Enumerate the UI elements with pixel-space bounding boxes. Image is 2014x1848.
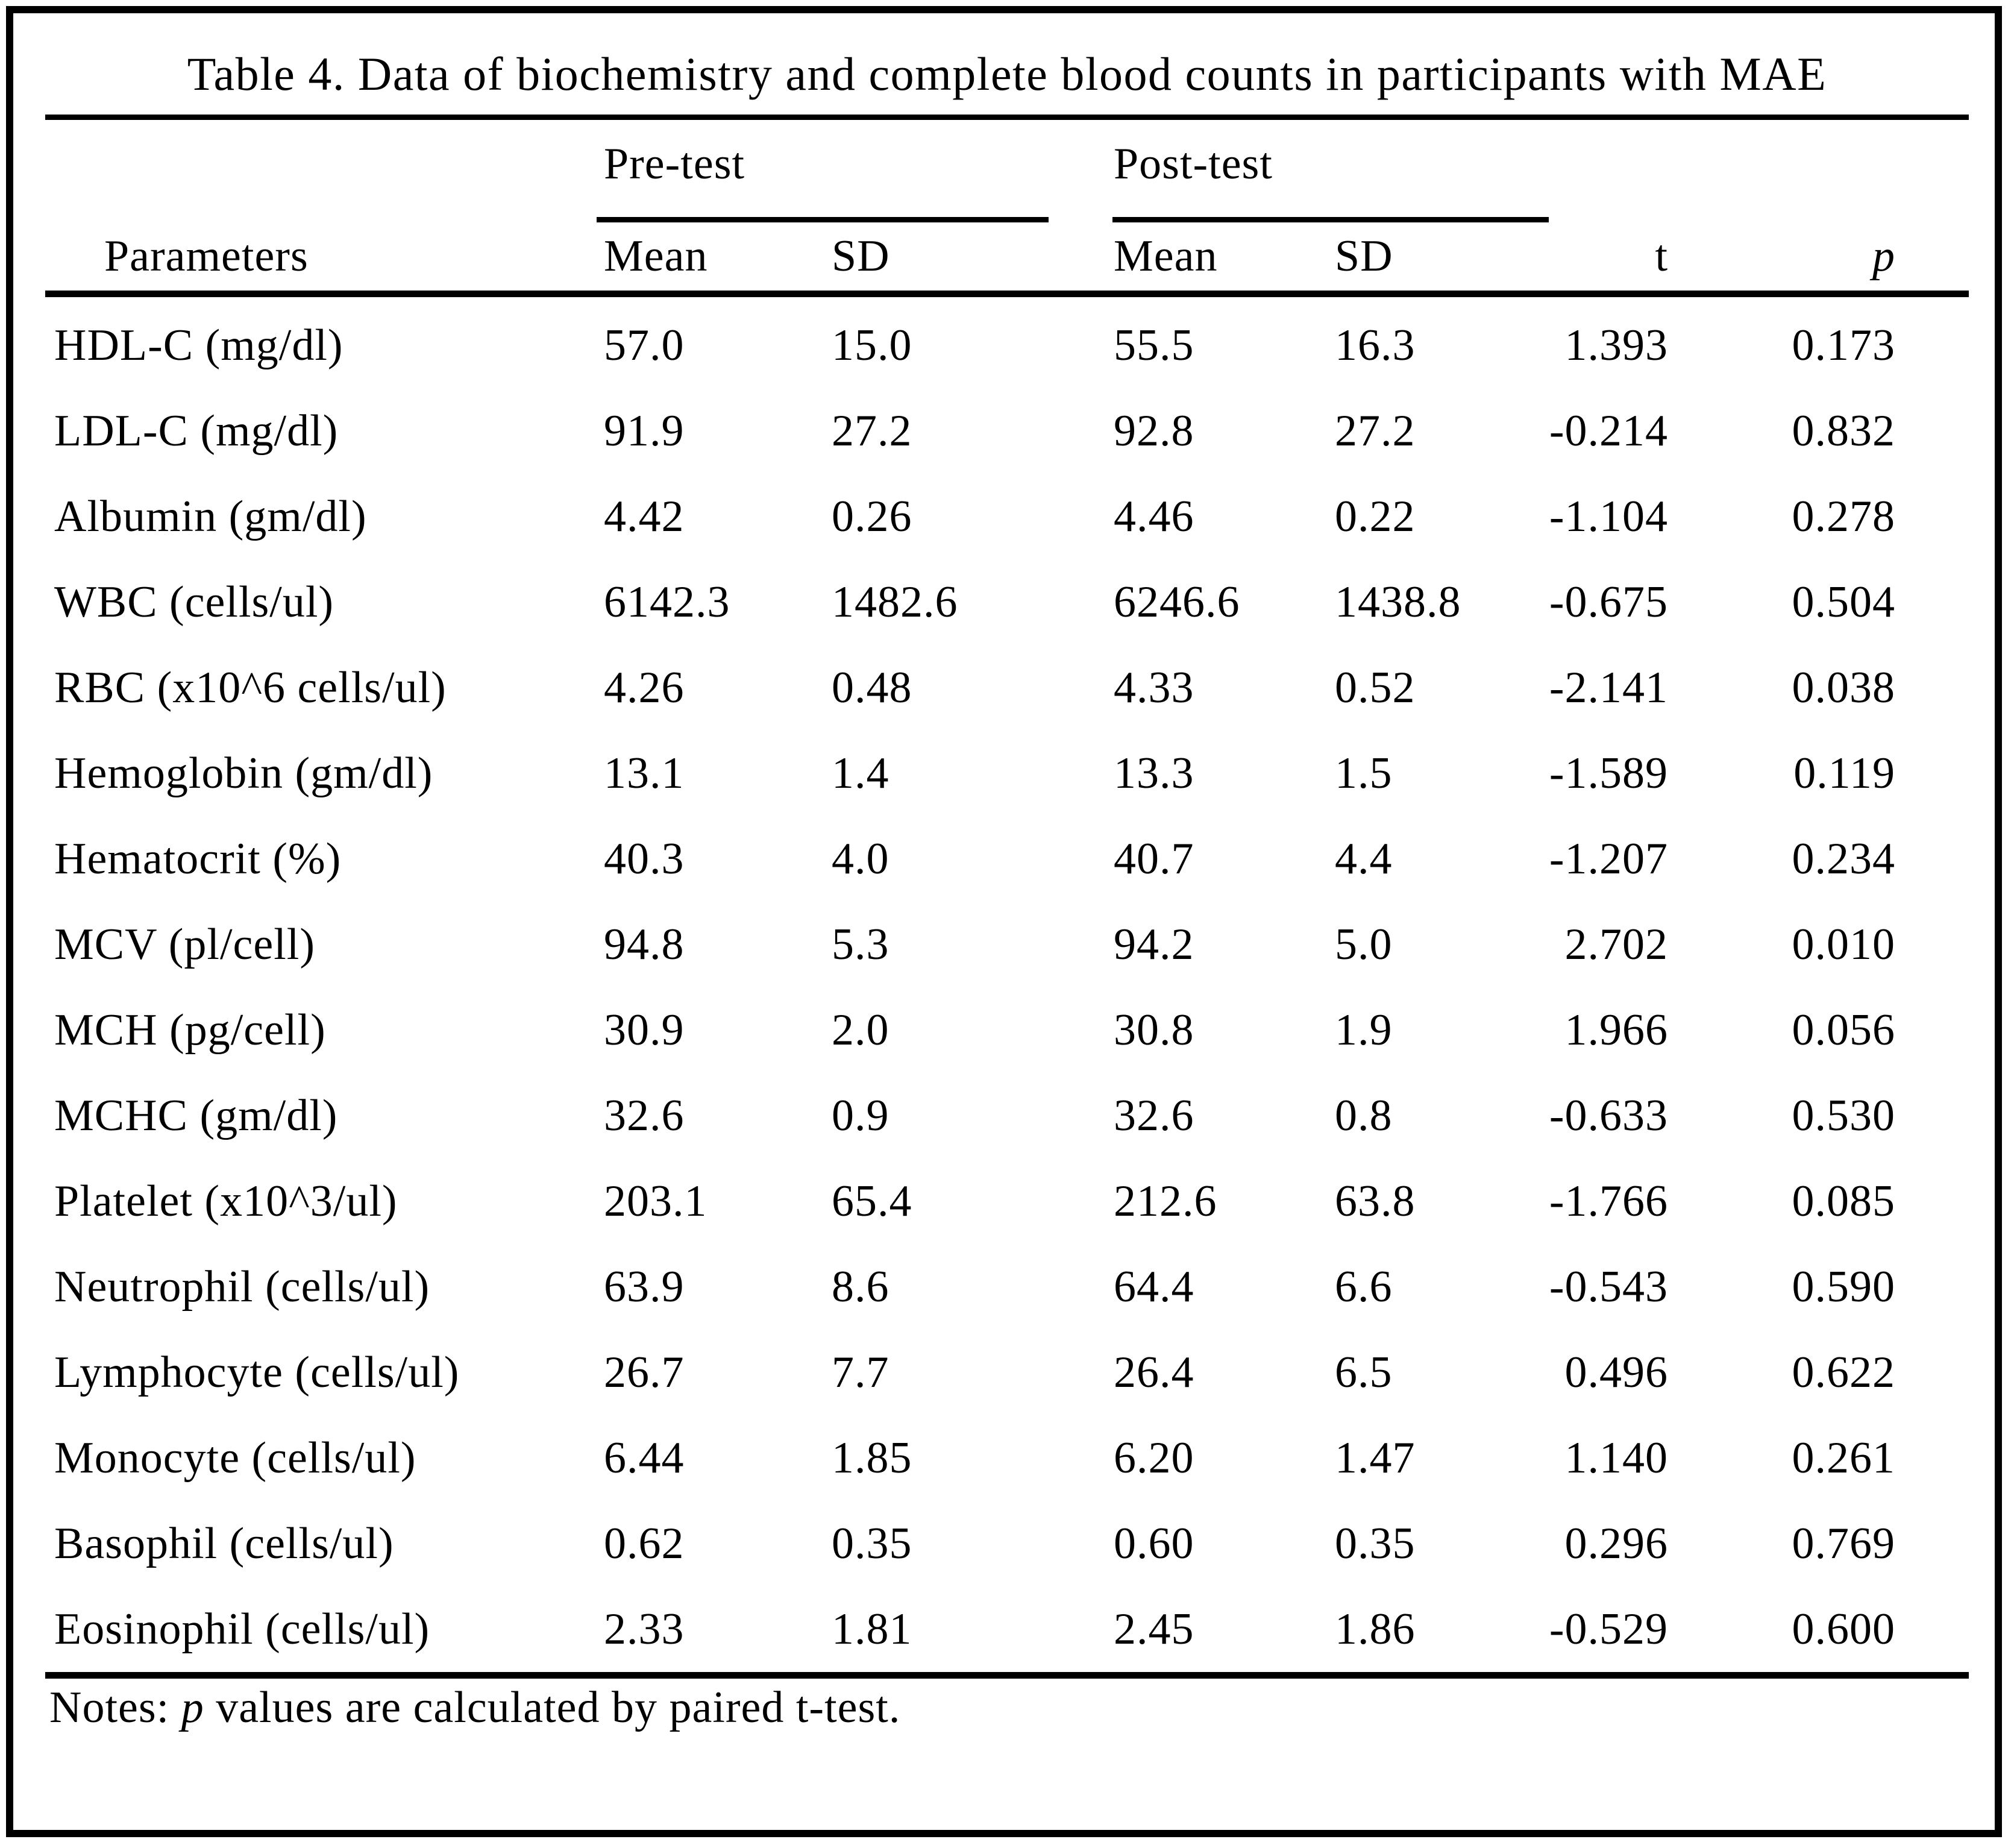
table-row [54, 1330, 1895, 1415]
t-value: -1.589 [1549, 749, 1668, 798]
pre-sd-value: 7.7 [832, 1348, 889, 1397]
pre-sd-value: 8.6 [832, 1262, 889, 1312]
post-mean-value: 32.6 [1114, 1091, 1194, 1140]
t-value: -0.675 [1549, 577, 1668, 627]
p-column-header: p [1872, 231, 1895, 281]
parameter-name: Basophil (cells/ul) [54, 1519, 394, 1568]
parameter-name: LDL-C (mg/dl) [54, 406, 339, 456]
notes-prefix: Notes: [49, 1683, 181, 1732]
table-row [54, 474, 1895, 559]
table-row [54, 1244, 1895, 1330]
pre-sd-value: 0.48 [832, 663, 912, 712]
parameter-name: Hemoglobin (gm/dl) [54, 749, 433, 798]
t-value: 0.296 [1564, 1519, 1668, 1568]
pre-sd-value: 0.9 [832, 1091, 889, 1140]
post-sd-value: 27.2 [1335, 406, 1416, 456]
p-value: 0.278 [1792, 492, 1895, 541]
t-column-header: t [1655, 231, 1668, 281]
parameter-name: MCV (pl/cell) [54, 920, 315, 969]
p-value: 0.234 [1792, 834, 1895, 884]
pre-mean-value: 26.7 [604, 1348, 685, 1397]
pre-mean-column-header: Mean [604, 231, 708, 281]
t-value: -1.766 [1549, 1177, 1668, 1226]
table-row [54, 559, 1895, 645]
pre-sd-value: 15.0 [832, 321, 912, 370]
t-value: 1.966 [1564, 1005, 1668, 1055]
table-row [54, 1073, 1895, 1158]
pre-sd-value: 0.35 [832, 1519, 912, 1568]
table-row [54, 987, 1895, 1073]
pre-mean-value: 91.9 [604, 406, 685, 456]
pre-sd-column-header: SD [832, 231, 890, 281]
table-notes [49, 1685, 900, 1730]
post-mean-value: 4.46 [1114, 492, 1194, 541]
pre-mean-value: 4.26 [604, 663, 685, 712]
post-sd-value: 1438.8 [1335, 577, 1461, 627]
column-header-row [54, 231, 1895, 281]
table-row [54, 1586, 1895, 1672]
t-value: 1.140 [1564, 1433, 1668, 1483]
p-value: 0.010 [1792, 920, 1895, 969]
post-sd-value: 0.52 [1335, 663, 1416, 712]
pre-sd-value: 27.2 [832, 406, 912, 456]
pre-sd-value: 1.85 [832, 1433, 912, 1483]
table-row [54, 303, 1895, 388]
parameter-name: Neutrophil (cells/ul) [54, 1262, 430, 1312]
p-value: 0.590 [1792, 1262, 1895, 1312]
pre-mean-value: 6.44 [604, 1433, 685, 1483]
p-value: 0.038 [1792, 663, 1895, 712]
pre-mean-value: 30.9 [604, 1005, 685, 1055]
parameter-name: RBC (x10^6 cells/ul) [54, 663, 447, 712]
pre-sd-value: 1482.6 [832, 577, 958, 627]
post-mean-value: 212.6 [1114, 1177, 1217, 1226]
parameter-name: MCH (pg/cell) [54, 1005, 326, 1055]
post-sd-value: 1.9 [1335, 1005, 1393, 1055]
post-mean-value: 64.4 [1114, 1262, 1194, 1312]
post-mean-value: 13.3 [1114, 749, 1194, 798]
post-sd-value: 0.22 [1335, 492, 1416, 541]
pre-sd-value: 4.0 [832, 834, 889, 884]
parameter-name: Eosinophil (cells/ul) [54, 1604, 430, 1654]
p-value: 0.085 [1792, 1177, 1895, 1226]
post-sd-value: 6.5 [1335, 1348, 1393, 1397]
parameter-name: Platelet (x10^3/ul) [54, 1177, 398, 1226]
parameter-name: Albumin (gm/dl) [54, 492, 367, 541]
post-sd-value: 63.8 [1335, 1177, 1416, 1226]
post-mean-column-header: Mean [1114, 231, 1218, 281]
table-row [54, 902, 1895, 987]
post-mean-value: 30.8 [1114, 1005, 1194, 1055]
parameter-name: Lymphocyte (cells/ul) [54, 1348, 460, 1397]
post-sd-value: 0.35 [1335, 1519, 1416, 1568]
pre-mean-value: 203.1 [604, 1177, 707, 1226]
notes-suffix: values are calculated by paired t-test. [204, 1683, 901, 1732]
pre-sd-value: 0.26 [832, 492, 912, 541]
post-mean-value: 92.8 [1114, 406, 1194, 456]
parameter-name: HDL-C (mg/dl) [54, 321, 344, 370]
post-mean-value: 40.7 [1114, 834, 1194, 884]
pre-mean-value: 32.6 [604, 1091, 685, 1140]
p-value: 0.769 [1792, 1519, 1895, 1568]
pre-sd-value: 2.0 [832, 1005, 889, 1055]
group-header-pre-test: Pre-test [604, 139, 745, 189]
p-value: 0.261 [1792, 1433, 1895, 1483]
post-mean-value: 4.33 [1114, 663, 1194, 712]
pre-sd-value: 1.81 [832, 1604, 912, 1654]
t-value: -0.214 [1549, 406, 1668, 456]
p-value: 0.600 [1792, 1604, 1895, 1654]
table-row [54, 731, 1895, 816]
pre-mean-value: 2.33 [604, 1604, 685, 1654]
table-row [54, 816, 1895, 902]
pre-mean-value: 0.62 [604, 1519, 685, 1568]
t-value: 2.702 [1564, 920, 1668, 969]
post-sd-value: 0.8 [1335, 1091, 1393, 1140]
parameter-name: Hematocrit (%) [54, 834, 342, 884]
pre-mean-value: 57.0 [604, 321, 685, 370]
post-mean-value: 0.60 [1114, 1519, 1194, 1568]
post-mean-value: 2.45 [1114, 1604, 1194, 1654]
t-value: 0.496 [1564, 1348, 1668, 1397]
post-mean-value: 6246.6 [1114, 577, 1240, 627]
post-mean-value: 55.5 [1114, 321, 1194, 370]
post-sd-value: 5.0 [1335, 920, 1393, 969]
rule-above-notes [45, 1672, 1969, 1679]
post-sd-value: 1.5 [1335, 749, 1393, 798]
p-value: 0.173 [1792, 321, 1895, 370]
post-sd-value: 4.4 [1335, 834, 1393, 884]
t-value: -1.207 [1549, 834, 1668, 884]
p-value: 0.832 [1792, 406, 1895, 456]
pre-mean-value: 40.3 [604, 834, 685, 884]
p-value: 0.622 [1792, 1348, 1895, 1397]
parameter-name: MCHC (gm/dl) [54, 1091, 338, 1140]
post-sd-value: 6.6 [1335, 1262, 1393, 1312]
pre-mean-value: 63.9 [604, 1262, 685, 1312]
parameter-name: Monocyte (cells/ul) [54, 1433, 416, 1483]
table-body [54, 303, 1895, 1672]
table-row [54, 388, 1895, 474]
t-value: -1.104 [1549, 492, 1668, 541]
post-sd-column-header: SD [1335, 231, 1393, 281]
p-value: 0.530 [1792, 1091, 1895, 1140]
table-title: Table 4. Data of biochemistry and complete blood counts in participants with MAE [187, 48, 1827, 100]
parameters-column-header: Parameters [104, 231, 309, 281]
pre-mean-value: 13.1 [604, 749, 685, 798]
pre-mean-value: 6142.3 [604, 577, 730, 627]
pre-mean-value: 94.8 [604, 920, 685, 969]
p-value: 0.056 [1792, 1005, 1895, 1055]
table-row [54, 645, 1895, 731]
t-value: -0.633 [1549, 1091, 1668, 1140]
post-sd-value: 16.3 [1335, 321, 1416, 370]
table-row [54, 1501, 1895, 1586]
parameter-name: WBC (cells/ul) [54, 577, 334, 627]
pre-sd-value: 1.4 [832, 749, 889, 798]
pre-test-underline [597, 217, 1049, 222]
rule-below-header [45, 291, 1969, 297]
table-row [54, 1158, 1895, 1244]
p-value: 0.119 [1793, 749, 1895, 798]
group-header-post-test: Post-test [1114, 139, 1273, 189]
t-value: 1.393 [1564, 321, 1668, 370]
table-row [54, 1415, 1895, 1501]
post-test-underline [1112, 217, 1549, 222]
t-value: -2.141 [1549, 663, 1668, 712]
t-value: -0.543 [1549, 1262, 1668, 1312]
pre-sd-value: 65.4 [832, 1177, 912, 1226]
post-sd-value: 1.86 [1335, 1604, 1416, 1654]
p-value: 0.504 [1792, 577, 1895, 627]
t-value: -0.529 [1549, 1604, 1668, 1654]
pre-mean-value: 4.42 [604, 492, 685, 541]
pre-sd-value: 5.3 [832, 920, 889, 969]
post-mean-value: 26.4 [1114, 1348, 1194, 1397]
post-sd-value: 1.47 [1335, 1433, 1416, 1483]
rule-below-title [45, 115, 1969, 120]
notes-p-symbol: p [181, 1683, 204, 1732]
post-mean-value: 94.2 [1114, 920, 1194, 969]
post-mean-value: 6.20 [1114, 1433, 1194, 1483]
